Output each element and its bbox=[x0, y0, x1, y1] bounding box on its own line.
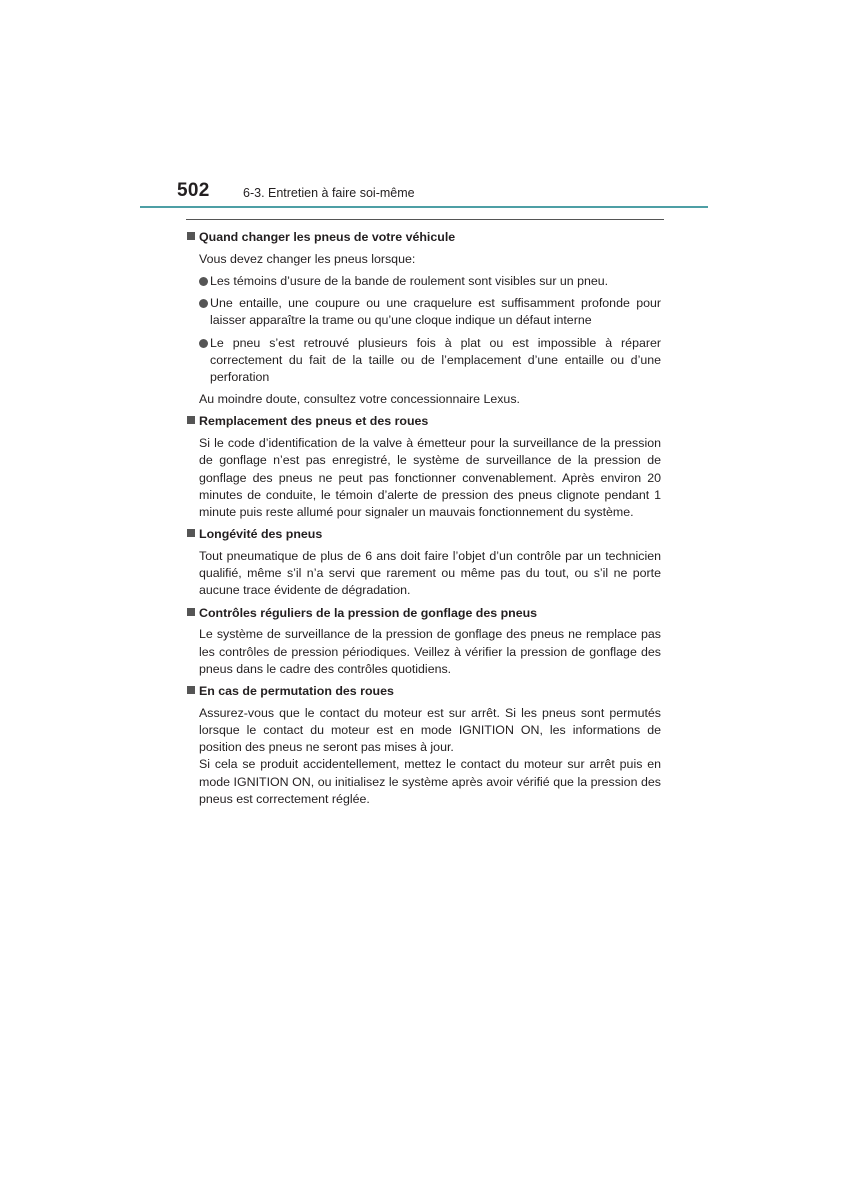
section-replacement bbox=[187, 413, 661, 521]
heading-text: En cas de permutation des roues bbox=[199, 684, 394, 699]
bullet-item bbox=[199, 273, 661, 290]
round-bullet-icon bbox=[199, 277, 208, 286]
bullet-text: Les témoins d’usure de la bande de roulement sont visibles sur un pneu. bbox=[210, 274, 609, 288]
content-rule bbox=[186, 219, 664, 220]
section-heading bbox=[187, 413, 661, 430]
heading-text: Contrôles réguliers de la pression de gonflage des pneus bbox=[199, 605, 538, 620]
section-heading bbox=[187, 229, 661, 246]
header-rule bbox=[140, 206, 708, 208]
bullet-text: Une entaille, une coupure ou une craquelure est suffisamment profonde pour laisser apparaître la trame ou qu’une cloque indique un défaut interne bbox=[210, 296, 661, 328]
section-when-to-change bbox=[187, 229, 661, 408]
section-heading bbox=[187, 605, 661, 622]
square-bullet-icon bbox=[187, 529, 195, 537]
heading-text: Longévité des pneus bbox=[199, 527, 323, 542]
paragraph: Au moindre doute, consultez votre concessionnaire Lexus. bbox=[199, 392, 520, 407]
section-heading bbox=[187, 683, 661, 700]
bullet-item bbox=[199, 295, 661, 329]
round-bullet-icon bbox=[199, 299, 208, 308]
section-longevity bbox=[187, 526, 661, 599]
square-bullet-icon bbox=[187, 686, 195, 694]
bullet-text: Le pneu s’est retrouvé plusieurs fois à plat ou est impossible à réparer correctement du fait de la taille ou de l’emplacement d’une entaille ou d’une perforation bbox=[210, 335, 661, 385]
paragraph: Le système de surveillance de la pression de gonflage des pneus ne remplace pas les contrôles de pression périodiques. Veillez à vérifier la pression de gonflage des pneus dans le cadre des contrôles quotidiens. bbox=[199, 627, 661, 676]
page-content bbox=[187, 229, 661, 813]
paragraph: Vous devez changer les pneus lorsque: bbox=[199, 251, 416, 266]
paragraph: Assurez-vous que le contact du moteur est sur arrêt. Si les pneus sont permutés lorsque le contact du moteur est en mode IGNITION ON, les informations de position des pneus ne seront pas mises à jour. bbox=[199, 705, 661, 755]
bullet-item bbox=[199, 335, 661, 387]
paragraph: Tout pneumatique de plus de 6 ans doit faire l’objet d’un contrôle par un technicien qualifié, même s’il n’a servi que rarement ou même pas du tout, ou s’il ne porte aucune trace évidente de dégradation. bbox=[199, 549, 661, 598]
section-rotation bbox=[187, 683, 661, 808]
section-title: 6-3. Entretien à faire soi-même bbox=[243, 186, 415, 200]
square-bullet-icon bbox=[187, 232, 195, 240]
section-pressure-checks bbox=[187, 605, 661, 678]
page-number: 502 bbox=[177, 180, 210, 201]
round-bullet-icon bbox=[199, 339, 208, 348]
paragraph: Si le code d’identification de la valve à émetteur pour la surveillance de la pression de gonflage n’est pas enregistré, le système de surveillance de la pression de gonflage des pneus ne peut pas fonctionner convenablement. Après environ 20 minutes de conduite, le témoin d’alerte de pression des pneus clignote pendant 1 minute puis reste allumé pour signaler un mauvais fonctionnement du système. bbox=[199, 436, 661, 520]
square-bullet-icon bbox=[187, 608, 195, 616]
square-bullet-icon bbox=[187, 416, 195, 424]
heading-text: Quand changer les pneus de votre véhicule bbox=[199, 230, 456, 244]
paragraph: Si cela se produit accidentellement, mettez le contact du moteur sur arrêt puis en mode IGNITION ON, ou initialisez le système après avoir vérifié que la pression des pneus est correctement réglée. bbox=[199, 757, 661, 806]
heading-text: Remplacement des pneus et des roues bbox=[199, 414, 429, 429]
section-heading bbox=[187, 526, 661, 543]
